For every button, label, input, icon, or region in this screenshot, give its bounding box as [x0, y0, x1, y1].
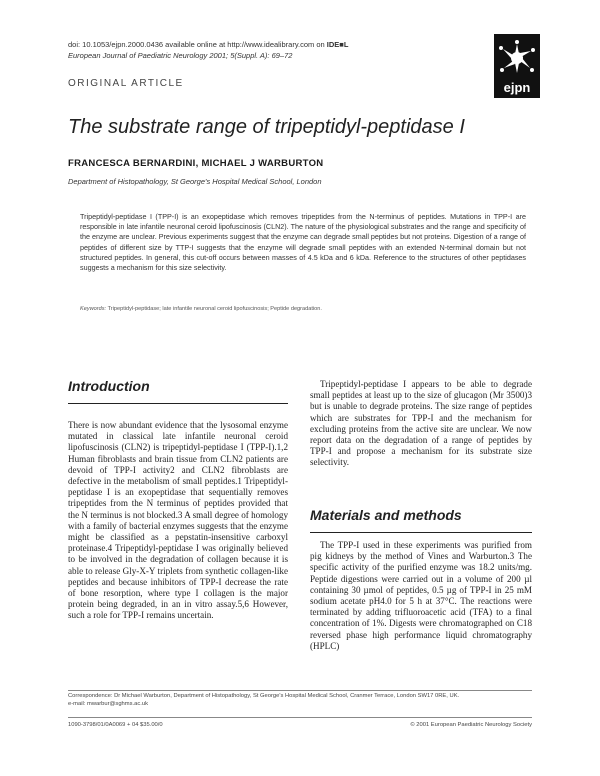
correspondence-line: Correspondence: Dr Michael Warburton, Department of Histopathology, St George's Hospital Medical School, Cranmer Terrace, London SW17 0RE, UK. [68, 693, 460, 699]
abstract: Tripeptidyl-peptidase I (TPP-I) is an exopeptidase which removes tripeptides from the N-terminus of peptides. Mutations in TPP-I are responsible in late infantile neuronal ceroid lipofuscinosis (CLN2). The nature of the physiological substrates and the range and specificity of the enzyme are unclear. Previous experiments suggest that the enzyme can degrade small peptides but not proteins. Digestion of a range of peptides of different size by TTP-I suggests that the enzyme will degrade small peptides with an extended N-terminal domain but not structured peptides. In general, this cut-off occurs between masses of 4.5 kDa and 6 kDa. Reference to the structures of other peptidases suggests a mechanism for this size selectivity. [80, 212, 526, 273]
article-type: ORIGINAL ARTICLE [68, 78, 184, 89]
footer-rule [68, 717, 532, 718]
keywords-text: Tripeptidyl-peptidase; late infantile neuronal ceroid lipofuscinosis; Peptide degradation. [107, 306, 322, 312]
methods-heading: Materials and methods [310, 507, 462, 523]
copyright: © 2001 European Paediatric Neurology Society [410, 722, 532, 728]
ideal-mark: IDE■L [326, 40, 349, 49]
journal-line: European Journal of Paediatric Neurology 2001; 5(Suppl. A): 69–72 [68, 51, 293, 60]
doi-line: doi: 10.1053/ejpn.2000.0436 available online at http://www.idealibrary.com on IDE■L [68, 40, 349, 49]
keywords-label: Keywords: [80, 306, 107, 312]
article-title: The substrate range of tripeptidyl-peptidase I [68, 116, 465, 138]
keywords [80, 306, 526, 312]
right-paragraph: Tripeptidyl-peptidase I appears to be able to degrade small peptides at least up to the size of glucagon (Mr 3500)3 but is unable to degrade proteins. The size range of peptides which are substrates for TPP-I and the mechanism for excluding proteins from the active site are unclear. We now report data on the degradation of a range of peptides by TPP-I and propose a mechanism for its substrate size selectivity. [310, 379, 532, 468]
intro-text: There is now abundant evidence that the lysosomal enzyme mutated in classical late infantile neuronal ceroid lipofuscinosis (CLN2) is tripeptidyl-peptidase I (TPP-I).1,2 Human fibroblasts and brain tissue from CLN2 patients are devoid of TPP-I activity2 and CLN2 fibroblasts are defective in the metabolism of small peptides.1 Tripeptidyl-peptidase I is an exopeptidase that sequentially removes tripeptides from the N terminus of peptides provided that the N terminus is not blocked.3 A small degree of homology with a family of bacterial enzymes suggests that the enzyme might be classified as a pepstatin-insensitive carboxyl proteinase.4 Tripeptidyl-peptidase I was originally believed to be involved in the degradation of collagen because it is able to release Gly-X-Y triplets from synthetic collagen-like peptides and because inhibitors of TPP-I decrease the rate of bone resorption, where type I collagen is the major protein being degraded, in an in vitro assay.5,6 However, such a role for TPP-I remains uncertain. [68, 420, 288, 621]
footnote-rule [68, 690, 532, 691]
methods-text: The TPP-I used in these experiments was purified from pig kidneys by the method of Vines and Warburton.3 The specific activity of the purified enzyme was 18.2 units/mg. Peptide digestions were carried out in a volume of 200 µl containing 30 µmol of peptides, 0.5 µg of TPP-I in 25 mM sodium acetate pH4.0 for 5 h at 37°C. The reactions were terminated by adding trifluoroacetic acid (TFA) to a final concentration of 1%. Digests were chromatographed on C18 reversed phase high performance liquid chromatography (HPLC) [310, 540, 532, 651]
email-line: e-mail: mwarbur@sghms.ac.uk [68, 700, 148, 707]
authors: FRANCESCA BERNARDINI, MICHAEL J WARBURTON [68, 158, 324, 169]
logo-text: ejpn [503, 80, 531, 95]
correspondence [68, 693, 532, 708]
ejpn-logo [494, 34, 540, 98]
intro-heading: Introduction [68, 378, 150, 394]
methods-rule [310, 532, 532, 533]
intro-rule [68, 403, 288, 404]
affiliation: Department of Histopathology, St George's Hospital Medical School, London [68, 177, 322, 186]
splat-icon [494, 36, 540, 82]
issn: 1090-3798/01/0A0069 + 04 $35.00/0 [68, 722, 163, 728]
